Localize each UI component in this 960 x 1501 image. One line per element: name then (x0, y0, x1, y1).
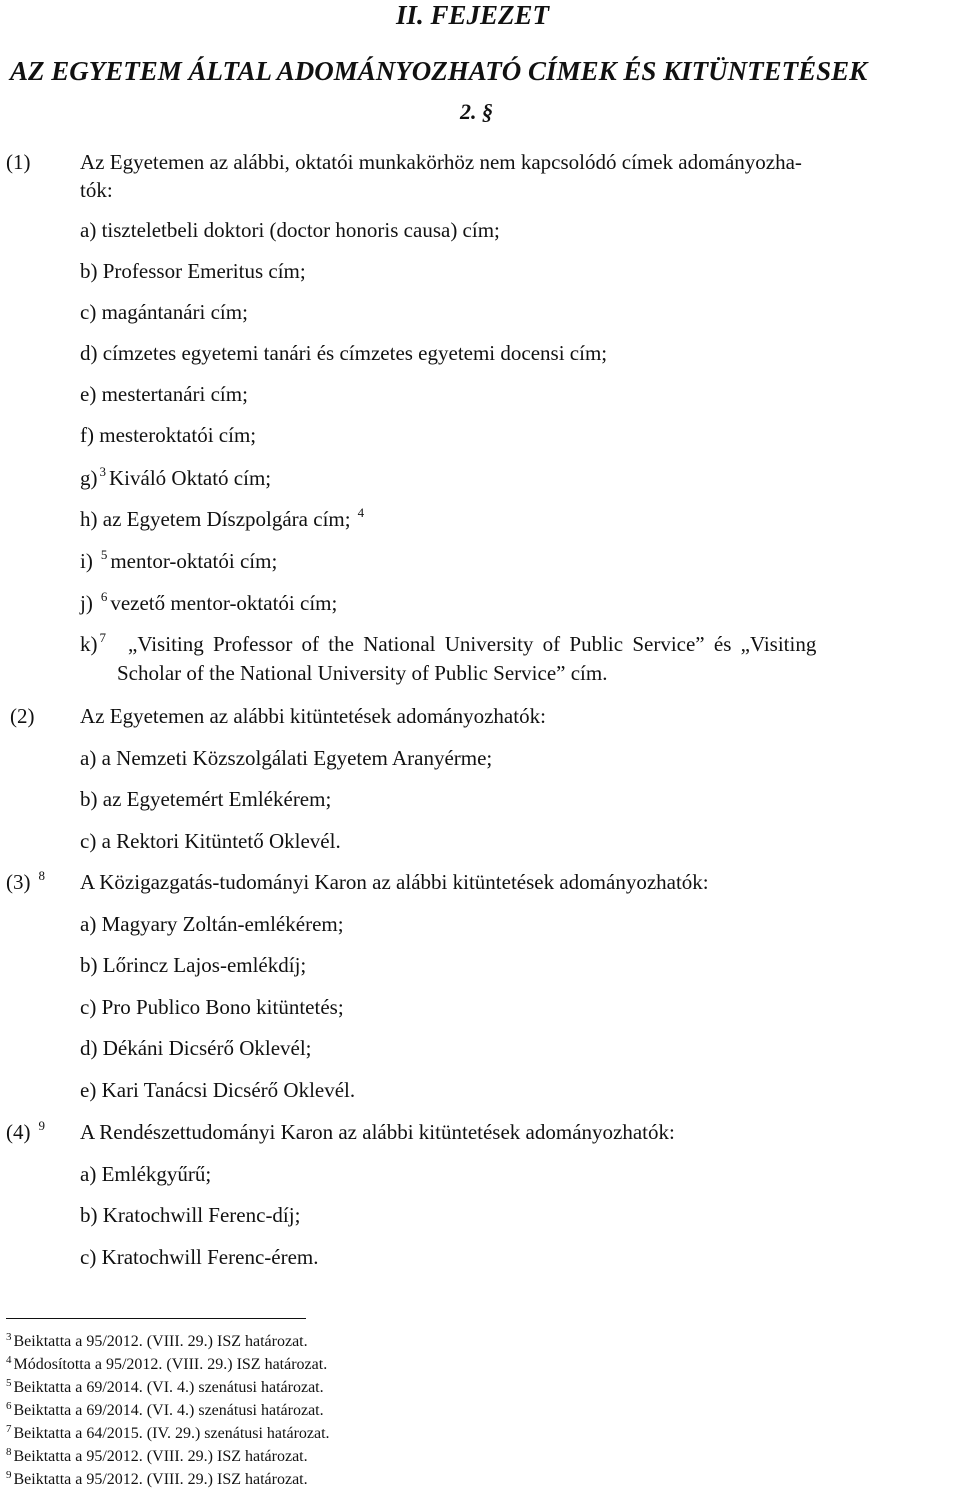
para3-num-label: (3) (6, 870, 31, 894)
item-letter: c) (80, 829, 97, 853)
item-letter: g) (80, 466, 98, 490)
footnote-text: Beiktatta a 69/2014. (VI. 4.) szenátusi határozat. (13, 1379, 324, 1396)
para1-item-h (80, 507, 367, 534)
chapter-number: II. FEJEZET (396, 0, 550, 30)
para1-item-b (80, 259, 306, 283)
item-letter: k) (80, 632, 98, 656)
para1-item-e (80, 382, 248, 406)
footnote-ref-4: 4 (357, 505, 365, 520)
item-letter: a) (80, 912, 97, 936)
para3-item-d (80, 1036, 312, 1060)
para3-item-e (80, 1078, 355, 1102)
para4-item-a (80, 1162, 211, 1186)
footnote-6 (6, 1402, 324, 1421)
item-letter: d) (80, 341, 98, 365)
footnote-ref-8: 8 (38, 868, 45, 883)
para4-number (6, 1120, 48, 1147)
para1-item-c (80, 300, 248, 324)
footnote-text: Beiktatta a 95/2012. (VIII. 29.) ISZ határozat. (13, 1448, 308, 1465)
item-letter: a) (80, 218, 97, 242)
item-letter: a) (80, 746, 97, 770)
para1-item-g (80, 466, 271, 493)
item-letter: j) (80, 591, 93, 615)
footnote-text: Beiktatta a 95/2012. (VIII. 29.) ISZ határozat. (13, 1471, 308, 1488)
footnote-text: Beiktatta a 95/2012. (VIII. 29.) ISZ határozat. (13, 1333, 308, 1350)
footnote-ref-5: 5 (100, 547, 108, 562)
para2-text: Az Egyetemen az alábbi kitüntetések adományozhatók: (80, 704, 546, 728)
item-letter: e) (80, 1078, 97, 1102)
footnote-text: Módosította a 95/2012. (VIII. 29.) ISZ határozat. (13, 1356, 328, 1373)
para1-item-f (80, 423, 256, 447)
item-text: Dékáni Dicsérő Oklevél; (102, 1036, 312, 1060)
para4-item-b (80, 1203, 300, 1227)
section-number: 2. § (460, 99, 493, 124)
para3-item-a (80, 912, 344, 936)
footnote-number: 3 (6, 1331, 12, 1343)
item-letter: i) (80, 549, 93, 573)
item-text: vezető mentor-oktatói cím; (110, 591, 338, 615)
item-text: Kratochwill Ferenc-díj; (102, 1203, 301, 1227)
item-letter: c) (80, 995, 97, 1019)
item-letter: c) (80, 1245, 97, 1269)
item-letter: b) (80, 787, 98, 811)
para1-item-k (80, 632, 109, 659)
item-text: Magyary Zoltán-emlékérem; (101, 912, 344, 936)
item-letter: b) (80, 1203, 98, 1227)
para3-text: A Közigazgatás-tudományi Karon az alábbi kitüntetések adományozhatók: (80, 870, 709, 894)
item-letter: d) (80, 1036, 98, 1060)
para4-item-c (80, 1245, 318, 1269)
item-letter: b) (80, 259, 98, 283)
item-letter: a) (80, 1162, 97, 1186)
para3-item-c (80, 995, 344, 1019)
para3-item-b (80, 953, 306, 977)
item-letter: h) (80, 507, 98, 531)
item-text: a Nemzeti Közszolgálati Egyetem Aranyérme; (101, 746, 493, 770)
footnote-ref-7: 7 (99, 630, 106, 645)
item-text: Pro Publico Bono kitüntetés; (101, 995, 344, 1019)
para1-item-j (80, 591, 337, 618)
item-text: Emlékgyűrű; (101, 1162, 212, 1186)
footnote-ref-9: 9 (38, 1118, 45, 1133)
footnote-ref-6: 6 (100, 589, 108, 604)
para4-num-label: (4) (6, 1120, 31, 1144)
para1-text-line2: tók: (80, 178, 113, 202)
item-letter: c) (80, 300, 97, 324)
footnote-number: 6 (6, 1400, 12, 1412)
item-text: magántanári cím; (101, 300, 248, 324)
item-text: Kratochwill Ferenc-érem. (101, 1245, 319, 1269)
para2-item-b (80, 787, 331, 811)
footnote-3 (6, 1333, 308, 1352)
item-letter: b) (80, 953, 98, 977)
para1-item-a (80, 218, 500, 242)
para2-item-a (80, 746, 492, 770)
footnote-text: Beiktatta a 64/2015. (IV. 29.) szenátusi határozat. (13, 1425, 330, 1442)
footnote-number: 4 (6, 1354, 12, 1366)
para2-item-c (80, 829, 341, 853)
item-text: az Egyetem Díszpolgára cím; (102, 507, 351, 531)
item-text: mestertanári cím; (101, 382, 248, 406)
item-text: tiszteletbeli doktori (doctor honoris causa) cím; (101, 218, 500, 242)
footnote-text: Beiktatta a 69/2014. (VI. 4.) szenátusi határozat. (13, 1402, 324, 1419)
item-text: Lőrincz Lajos-emlékdíj; (102, 953, 307, 977)
item-text: címzetes egyetemi tanári és címzetes egyetemi docensi cím; (102, 341, 608, 365)
footnote-number: 9 (6, 1469, 12, 1481)
chapter-title: AZ EGYETEM ÁLTAL ADOMÁNYOZHATÓ CÍMEK ÉS KITÜNTETÉSEK (10, 56, 868, 86)
footnote-4 (6, 1356, 327, 1375)
item-text: Kiváló Oktató cím; (109, 466, 272, 490)
footnote-7 (6, 1425, 330, 1444)
item-text: Kari Tanácsi Dicsérő Oklevél. (101, 1078, 356, 1102)
para3-number (6, 870, 48, 897)
para4-text: A Rendészettudományi Karon az alábbi kitüntetések adományozhatók: (80, 1120, 675, 1144)
para1-number: (1) (6, 150, 31, 174)
footnote-number: 7 (6, 1423, 12, 1435)
item-text: a Rektori Kitüntető Oklevél. (101, 829, 341, 853)
footnote-separator (6, 1318, 306, 1319)
footnote-5 (6, 1379, 324, 1398)
item-text: mentor-oktatói cím; (110, 549, 278, 573)
footnote-9 (6, 1471, 308, 1490)
footnote-number: 5 (6, 1377, 12, 1389)
item-text: Professor Emeritus cím; (102, 259, 306, 283)
footnote-number: 8 (6, 1446, 12, 1458)
para1-item-k-text-line1: „Visiting Professor of the National University of Public Service” és „Visiting (128, 632, 817, 656)
para1-item-k-text-line2: Scholar of the National University of Public Service” cím. (117, 661, 608, 685)
footnote-8 (6, 1448, 308, 1467)
item-text: az Egyetemért Emlékérem; (102, 787, 332, 811)
para1-text-line1: Az Egyetemen az alábbi, oktatói munkakörhöz nem kapcsolódó címek adományozha- (80, 150, 802, 174)
para2-number: (2) (10, 704, 35, 728)
para1-item-d (80, 341, 607, 365)
item-text: mesteroktatói cím; (99, 423, 257, 447)
para1-item-i (80, 549, 277, 576)
footnote-ref-3: 3 (99, 464, 106, 479)
item-letter: f) (80, 423, 94, 447)
item-letter: e) (80, 382, 97, 406)
